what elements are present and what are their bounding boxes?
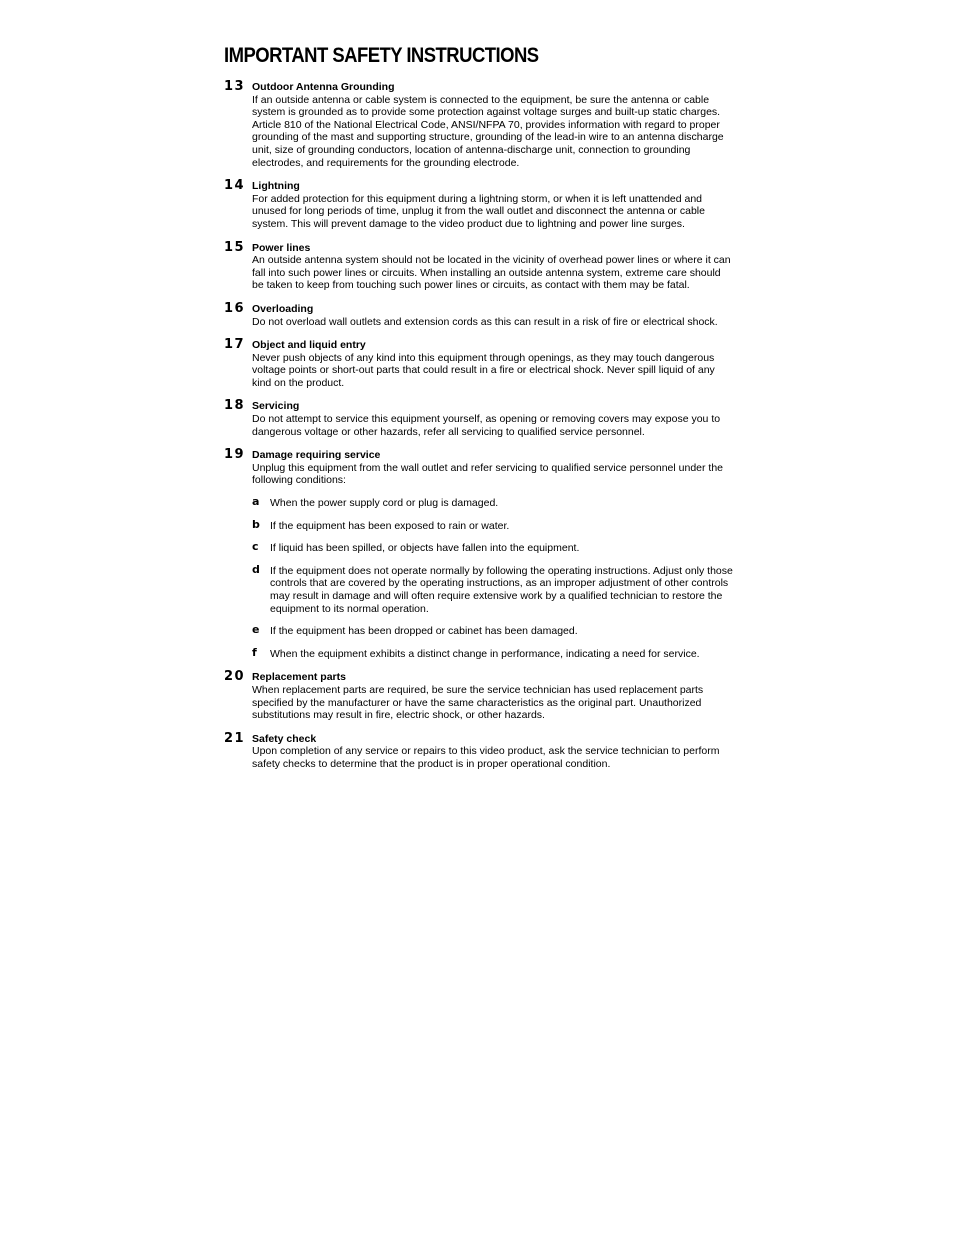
item-letter: b [252,517,260,531]
section-heading: Servicing [252,400,300,413]
document-page [224,43,734,782]
section-number: 15 [224,239,246,255]
section-number: 17 [224,337,246,353]
section-16 [224,300,734,328]
section-heading: Power lines [252,241,311,254]
page-title: IMPORTANT SAFETY INSTRUCTIONS [224,44,539,67]
section-body: Unplug this equipment from the wall outlet and refer servicing to qualified service personnel under the following conditions: [252,461,724,487]
item-text: If liquid has been spilled, or objects have fallen into the equipment. [270,542,580,555]
section-body: Never push objects of any kind into this equipment through openings, as they may touch dangerous voltage points or short-out parts that could result in a fire or electrical shock. Never spill liquid of any kind on the product. [252,351,715,389]
section-heading: Damage requiring service [252,449,381,462]
section-number: 13 [224,79,246,94]
section-body: Upon completion of any service or repairs to this video product, ask the service technician to perform safety checks to determine that the product is in proper operational condition. [252,745,720,770]
section-13 [224,81,734,169]
section-14 [224,180,734,230]
section-number: 19 [224,447,246,463]
section-body: Do not overload wall outlets and extension cords as this can result in a risk of fire or electrical shock. [252,315,718,328]
section-15 [224,239,734,292]
section-21 [224,730,734,771]
section-18 [224,400,734,438]
list-item [252,562,734,615]
section-body: If an outside antenna or cable system is connected to the equipment, be sure the antenna or cable system is grounded as to provide some protection against voltage surges and built-up static charges. Article 810 of the National Electrical Code, ANSI/NFPA 70, provides information with regard to proper grounding of the mast and supporting structure, grounding of the lead-in wire to an antenna discharge unit, size of grounding conductors, location of antenna-discharge unit, connection to grounding electrodes, and requirements for the grounding electrode. [252,93,724,169]
section-body: An outside antenna system should not be located in the vicinity of overhead power lines or where it can fall into such power lines or circuits. When installing an outside antenna system, extreme care should be taken to keep from touching such power lines or circuits, as contact with them may be fatal. [252,254,731,292]
section-heading: Overloading [252,302,314,315]
section-number: 21 [224,730,246,746]
section-number: 20 [224,669,246,685]
section-19 [224,449,734,660]
list-item [252,517,734,533]
section-heading: Outdoor Antenna Grounding [252,81,395,93]
item-letter: a [252,495,260,509]
section-body: When replacement parts are required, be sure the service technician has used replacement parts specified by the manufacturer or have the same characteristics as the original part. Unauthorized substitutions may result in fire, electric shock, or other hazards. [252,683,704,722]
list-item [252,645,734,661]
section-heading: Safety check [252,732,317,745]
section-17 [224,339,734,389]
section-heading: Object and liquid entry [252,339,366,352]
section-body: For added protection for this equipment during a lightning storm, or when it is left unattended and unused for long periods of time, unplug it from the wall outlet and disconnect the antenna or cable system. This will prevent damage to the video product due to lightning and power line surges. [252,192,705,230]
list-item [252,497,734,510]
item-letter: c [252,540,259,554]
section-number: 18 [224,398,246,414]
item-text: If the equipment does not operate normally by following the operating instructions. Adjust only those controls that are covered by the operating instructions, as an improper adjustment of other controls may result in damage and will often require extensive work by a qualified technician to restore the equipment to its normal operation. [270,564,733,615]
list-item [252,542,734,555]
section-heading: Lightning [252,180,300,193]
item-letter: f [252,645,257,659]
item-letter: e [252,623,260,637]
section-heading: Replacement parts [252,671,346,684]
section-body: Do not attempt to service this equipment yourself, as opening or removing covers may expose you to dangerous voltage or other hazards, refer all servicing to qualified service personnel. [252,413,721,438]
item-text: When the equipment exhibits a distinct change in performance, indicating a need for service. [270,647,700,660]
section-number: 16 [224,300,246,316]
item-text: When the power supply cord or plug is damaged. [270,497,499,510]
section-20 [224,671,734,721]
item-text: If the equipment has been dropped or cabinet has been damaged. [270,625,578,638]
item-text: If the equipment has been exposed to rain or water. [270,519,510,532]
list-item [252,625,734,638]
item-letter: d [252,562,260,576]
section-number: 14 [224,178,246,194]
condition-list [252,497,734,660]
